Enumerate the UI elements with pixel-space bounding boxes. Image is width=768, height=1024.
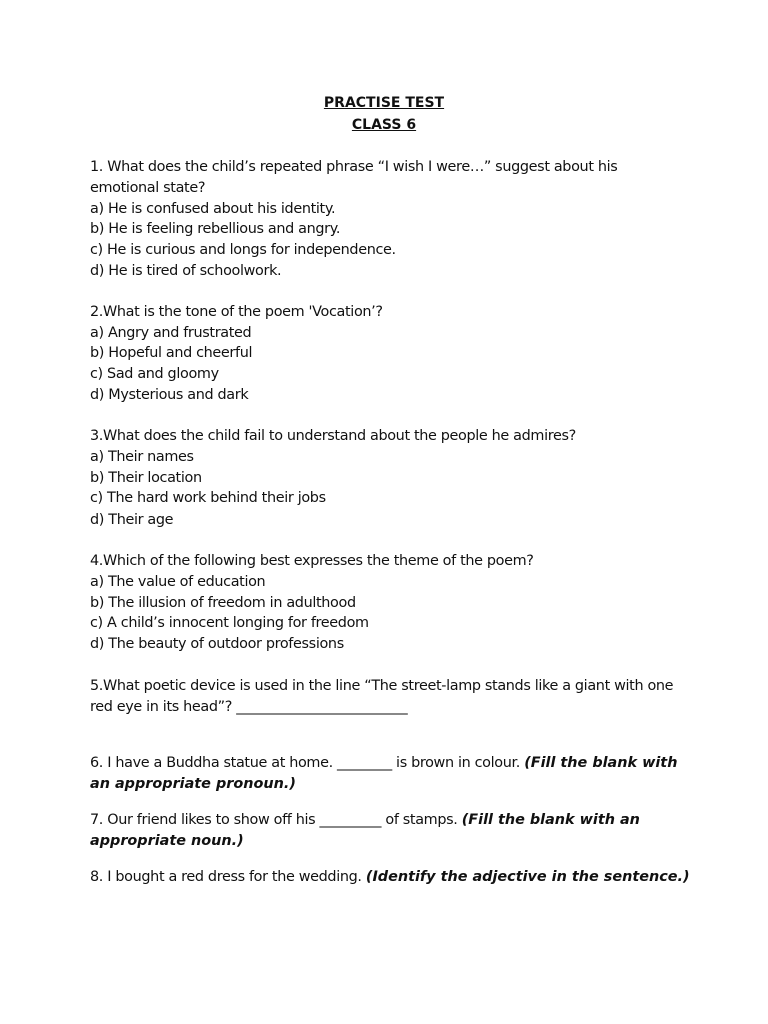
question-7-line-1 [90,810,640,830]
question-8-text: 8. I bought a red dress for the wedding. [90,869,366,885]
question-1-stem-line-2: emotional state? [90,180,206,196]
question-2-option-a: a) Angry and frustrated [90,325,252,341]
question-1-option-a: a) He is confused about his identity. [90,201,336,217]
question-6-line-1 [90,753,677,773]
question-7-line-2 [90,831,244,851]
question-8-instruction: (Identify the adjective in the sentence.) [365,869,690,885]
question-2-option-b: b) Hopeful and cheerful [90,345,253,361]
question-2-option-d: d) Mysterious and dark [90,387,249,403]
question-4-option-a: a) The value of education [90,574,266,590]
question-8-line-1 [90,867,690,887]
question-6-instruction: (Fill the blank with [524,755,678,771]
question-7-text: 7. Our friend likes to show off his _________ of stamps. [90,812,462,828]
question-3-option-c: c) The hard work behind their jobs [90,490,326,506]
question-4-option-d: d) The beauty of outdoor professions [90,636,344,652]
question-3-option-d: d) Their age [90,512,174,528]
question-7-instruction-cont: appropriate noun.) [90,833,244,849]
question-4-option-b: b) The illusion of freedom in adulthood [90,595,356,611]
question-3-stem: 3.What does the child fail to understand about the people he admires? [90,428,576,444]
question-1-stem-line-1: 1. What does the child’s repeated phrase “I wish I were…” suggest about his [90,159,618,175]
page-subtitle: CLASS 6 [351,117,417,133]
question-6-line-2 [90,774,296,794]
question-5-stem-line-1: 5.What poetic device is used in the line “The street-lamp stands like a giant with one [90,678,674,694]
question-3-option-b: b) Their location [90,470,202,486]
question-5-stem-line-2: red eye in its head”? _________________________ [90,699,408,715]
question-4-option-c: c) A child’s innocent longing for freedom [90,615,369,631]
question-3-option-a: a) Their names [90,449,194,465]
question-6-text: 6. I have a Buddha statue at home. ________ is brown in colour. [90,755,525,771]
question-2-option-c: c) Sad and gloomy [90,366,219,382]
question-7-instruction: (Fill the blank with an [461,812,640,828]
page-title: PRACTISE TEST [323,95,445,111]
question-1-option-d: d) He is tired of schoolwork. [90,263,282,279]
question-4-stem: 4.Which of the following best expresses the theme of the poem? [90,553,534,569]
question-1-option-c: c) He is curious and longs for independence. [90,242,396,258]
question-1-option-b: b) He is feeling rebellious and angry. [90,221,341,237]
question-6-instruction-cont: an appropriate pronoun.) [90,776,296,792]
question-2-stem: 2.What is the tone of the poem 'Vocation’? [90,304,383,320]
